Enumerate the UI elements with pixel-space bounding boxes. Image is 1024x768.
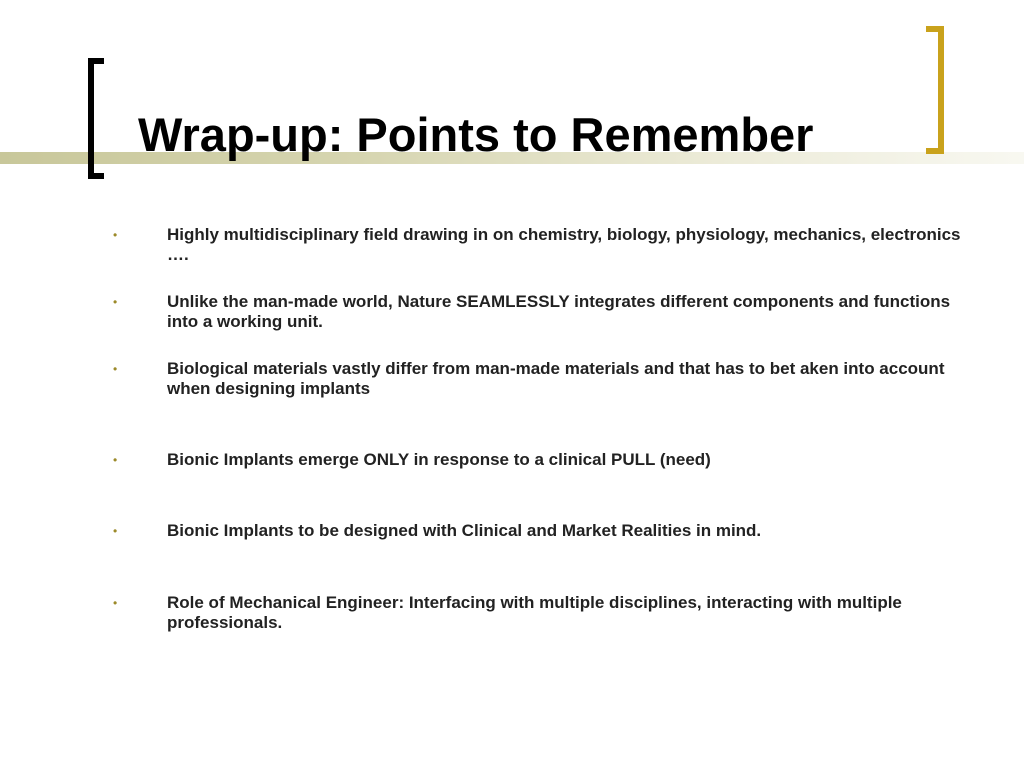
bullet-marker: • [113,596,118,610]
bullet-marker: • [113,453,118,467]
bullet-marker: • [113,295,118,309]
left-bracket-decoration [88,58,104,179]
bullet-marker: • [113,362,118,376]
bullet-marker: • [113,524,118,538]
bullet-text: Bionic Implants to be designed with Clinical and Market Realities in mind. [167,521,762,540]
right-bracket-decoration [926,26,944,154]
bullet-marker: • [113,228,118,242]
bullet-text: Unlike the man-made world, Nature SEAMLESSLY integrates different components and functions into a working unit. [167,292,951,331]
slide-title: Wrap-up: Points to Remember [138,108,814,161]
bullet-text: Highly multidisciplinary field drawing in on chemistry, biology, physiology, mechanics, electronics …. [167,225,961,264]
bullet-text: Biological materials vastly differ from man-made materials and that has to bet aken into account when designing implants [167,359,945,398]
bullet-text: Bionic Implants emerge ONLY in response to a clinical PULL (need) [167,450,711,469]
bullet-text: Role of Mechanical Engineer: Interfacing with multiple disciplines, interacting with multiple professionals. [167,593,902,632]
